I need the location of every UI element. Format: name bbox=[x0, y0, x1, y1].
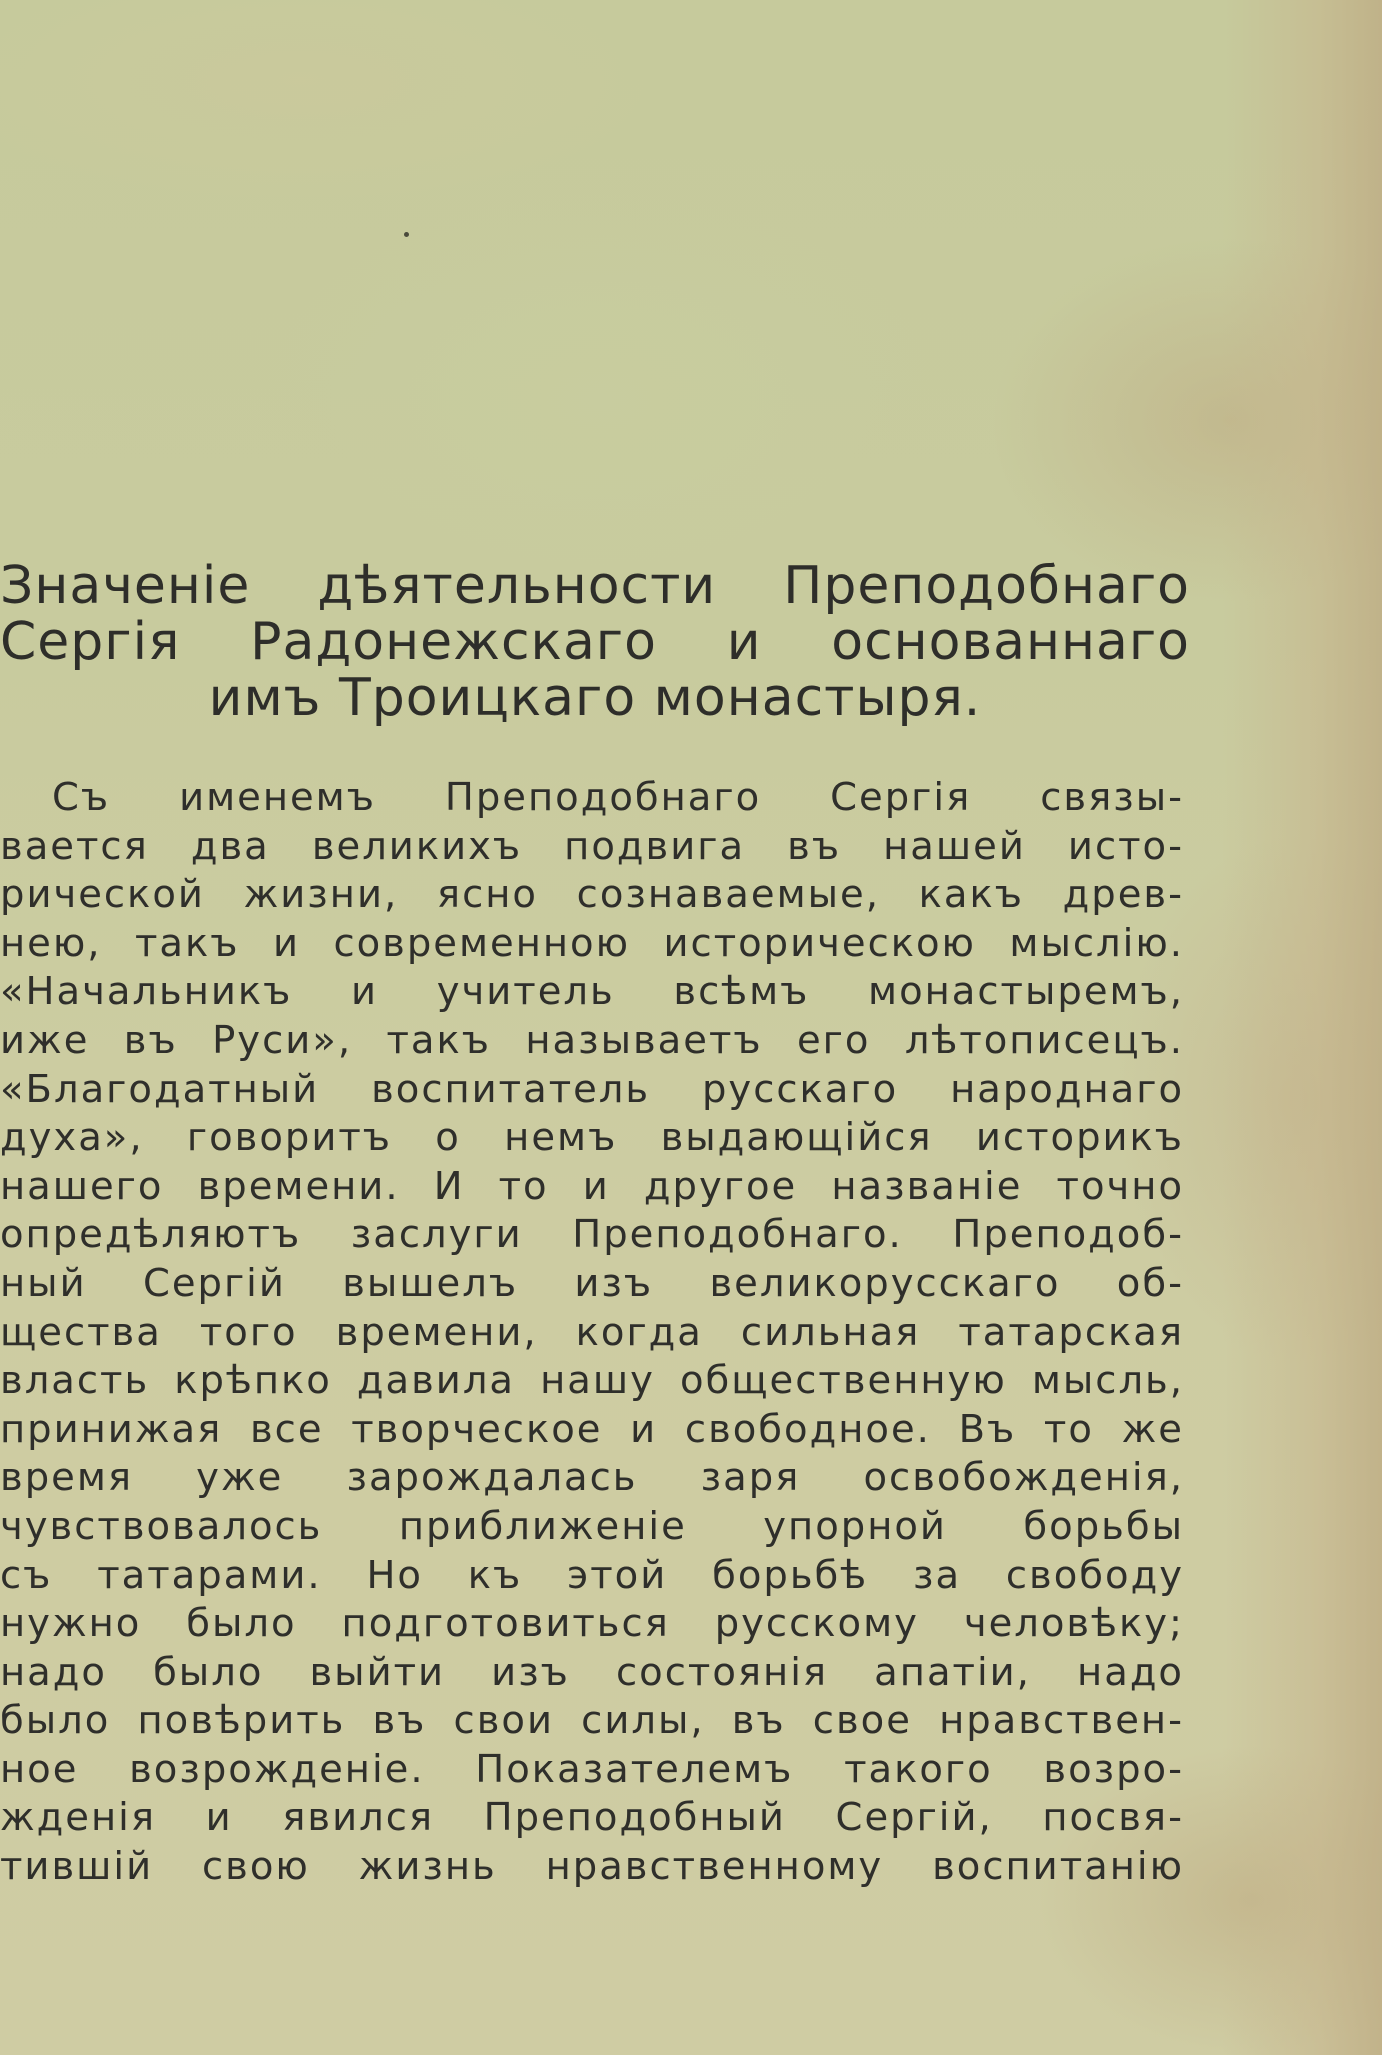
title-line-2: Сергiя Радонежскаго и основаннаго bbox=[0, 612, 1190, 672]
text-line: съ татарами. Но къ этой борьбѣ за свободу bbox=[0, 1552, 1184, 1598]
text-line: «Начальникъ и учитель всѣмъ монастыремъ, bbox=[0, 969, 1184, 1015]
text-line: духа», говоритъ о немъ выдающiйся историкъ bbox=[0, 1115, 1184, 1161]
text-line: тившiй свою жизнь нравственному воспитанiю bbox=[0, 1844, 1184, 1890]
text-line: Съ именемъ Преподобнаго Сергiя связы- bbox=[52, 775, 1184, 820]
text-line: «Благодатный воспитатель русскаго народнаго bbox=[0, 1066, 1184, 1112]
page-title bbox=[0, 558, 1190, 726]
text-line: жденiя и явился Преподобный Сергiй, посвя- bbox=[0, 1795, 1184, 1841]
text-line: иже въ Руси», такъ называетъ его лѣтописецъ. bbox=[0, 1017, 1184, 1063]
text-line: щества того времени, когда сильная татарская bbox=[0, 1309, 1184, 1355]
paper-stain bbox=[1222, 0, 1382, 2055]
text-line: нужно было подготовиться русскому человѣку; bbox=[0, 1601, 1184, 1647]
text-line: было повѣрить въ свои силы, въ свое нравствен- bbox=[0, 1698, 1184, 1744]
title-line-3: имъ Троицкаго монастыря. bbox=[208, 668, 982, 728]
title-line-1: Значенiе дѣятельности Преподобнаго bbox=[0, 556, 1190, 616]
text-line: ное возрожденiе. Показателемъ такого возро- bbox=[0, 1746, 1184, 1792]
text-line: принижая все творческое и свободное. Въ то же bbox=[0, 1406, 1184, 1452]
text-line: власть крѣпко давила нашу общественную мысль, bbox=[0, 1358, 1184, 1404]
text-line: чувствовалось приближенiе упорной борьбы bbox=[0, 1503, 1184, 1549]
text-line: рической жизни, ясно сознаваемые, какъ древ- bbox=[0, 872, 1184, 918]
text-line: ный Сергiй вышелъ изъ великорусскаго об- bbox=[0, 1260, 1184, 1306]
body-paragraph bbox=[0, 774, 1184, 1892]
text-line: время уже зарождалась заря освобожденiя, bbox=[0, 1455, 1184, 1501]
text-line: нею, такъ и современною историческою мыслiю. bbox=[0, 920, 1184, 966]
text-line: опредѣляютъ заслуги Преподобнаго. Преподоб- bbox=[0, 1212, 1184, 1258]
text-line: вается два великихъ подвига въ нашей исто- bbox=[0, 823, 1184, 869]
text-line: нашего времени. И то и другое названiе точно bbox=[0, 1163, 1184, 1209]
text-line: надо было выйти изъ состоянiя апатiи, надо bbox=[0, 1649, 1184, 1695]
ink-speck bbox=[404, 232, 409, 237]
